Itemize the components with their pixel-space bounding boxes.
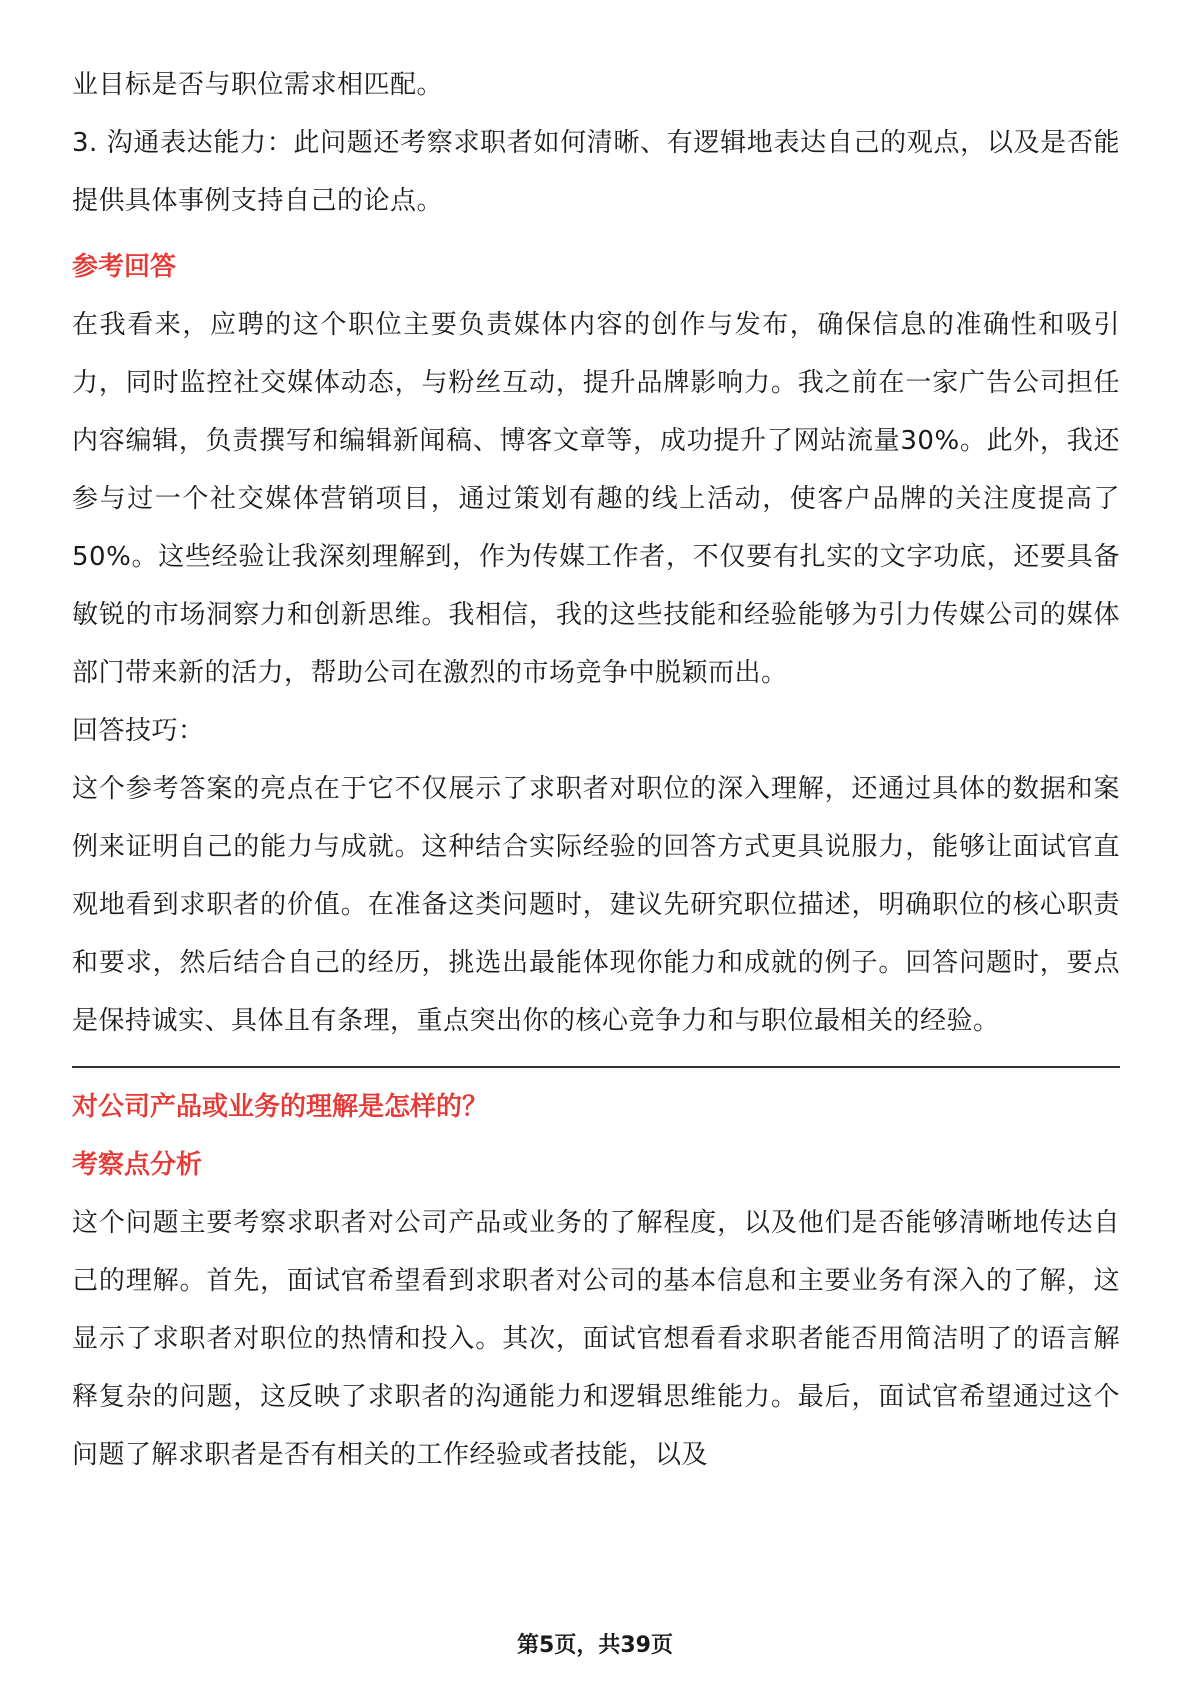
continuation-line: 业目标是否与职位需求相匹配。: [72, 70, 444, 100]
document-page: [72, 56, 1120, 1484]
reference-answer-text: 在我看来，应聘的这个职位主要负责媒体内容的创作与发布，确保信息的准确性和吸引力，同时监控社交媒体动态，与粉丝互动，提升品牌影响力。我之前在一家广告公司担任内容编辑，负责撰写和编辑新闻稿、博客文章等，成功提升了网站流量30%。此外，我还参与过一个社交媒体营销项目，通过策划有趣的线上活动，使客户品牌的关注度提高了50%。这些经验让我深刻理解到，作为传媒工作者，不仅要有扎实的文字功底，还要具备敏锐的市场洞察力和创新思维。我相信，我的这些技能和经验能够为引力传媒公司的媒体部门带来新的活力，帮助公司在激烈的市场竞争中脱颖而出。: [72, 310, 1120, 688]
analysis-text: 这个问题主要考察求职者对公司产品或业务的了解程度，以及他们是否能够清晰地传达自己的理解。首先，面试官希望看到求职者对公司的基本信息和主要业务有深入的了解，这显示了求职者对职位的热情和投入。其次，面试官想看看求职者能否用简洁明了的语言解释复杂的问题，这反映了求职者的沟通能力和逻辑思维能力。最后，面试官希望通过这个问题了解求职者是否有相关的工作经验或者技能，以及: [72, 1208, 1120, 1470]
section-divider: [72, 1066, 1120, 1068]
point-3: 3. 沟通表达能力：此问题还考察求职者如何清晰、有逻辑地表达自己的观点，以及是否能提供具体事例支持自己的论点。: [72, 128, 1120, 216]
question-title: 对公司产品或业务的理解是怎样的？: [72, 1092, 489, 1122]
reference-answer-heading: 参考回答: [72, 252, 177, 282]
analysis-heading: 考察点分析: [72, 1150, 203, 1180]
page-number: 第5页，共39页: [517, 1633, 673, 1658]
answer-tips-label: 回答技巧：: [72, 716, 205, 746]
answer-tips-text: 这个参考答案的亮点在于它不仅展示了求职者对职位的深入理解，还通过具体的数据和案例来证明自己的能力与成就。这种结合实际经验的回答方式更具说服力，能够让面试官直观地看到求职者的价值。在准备这类问题时，建议先研究职位描述，明确职位的核心职责和要求，然后结合自己的经历，挑选出最能体现你能力和成就的例子。回答问题时，要点是保持诚实、具体且有条理，重点突出你的核心竞争力和与职位最相关的经验。: [72, 774, 1120, 1036]
